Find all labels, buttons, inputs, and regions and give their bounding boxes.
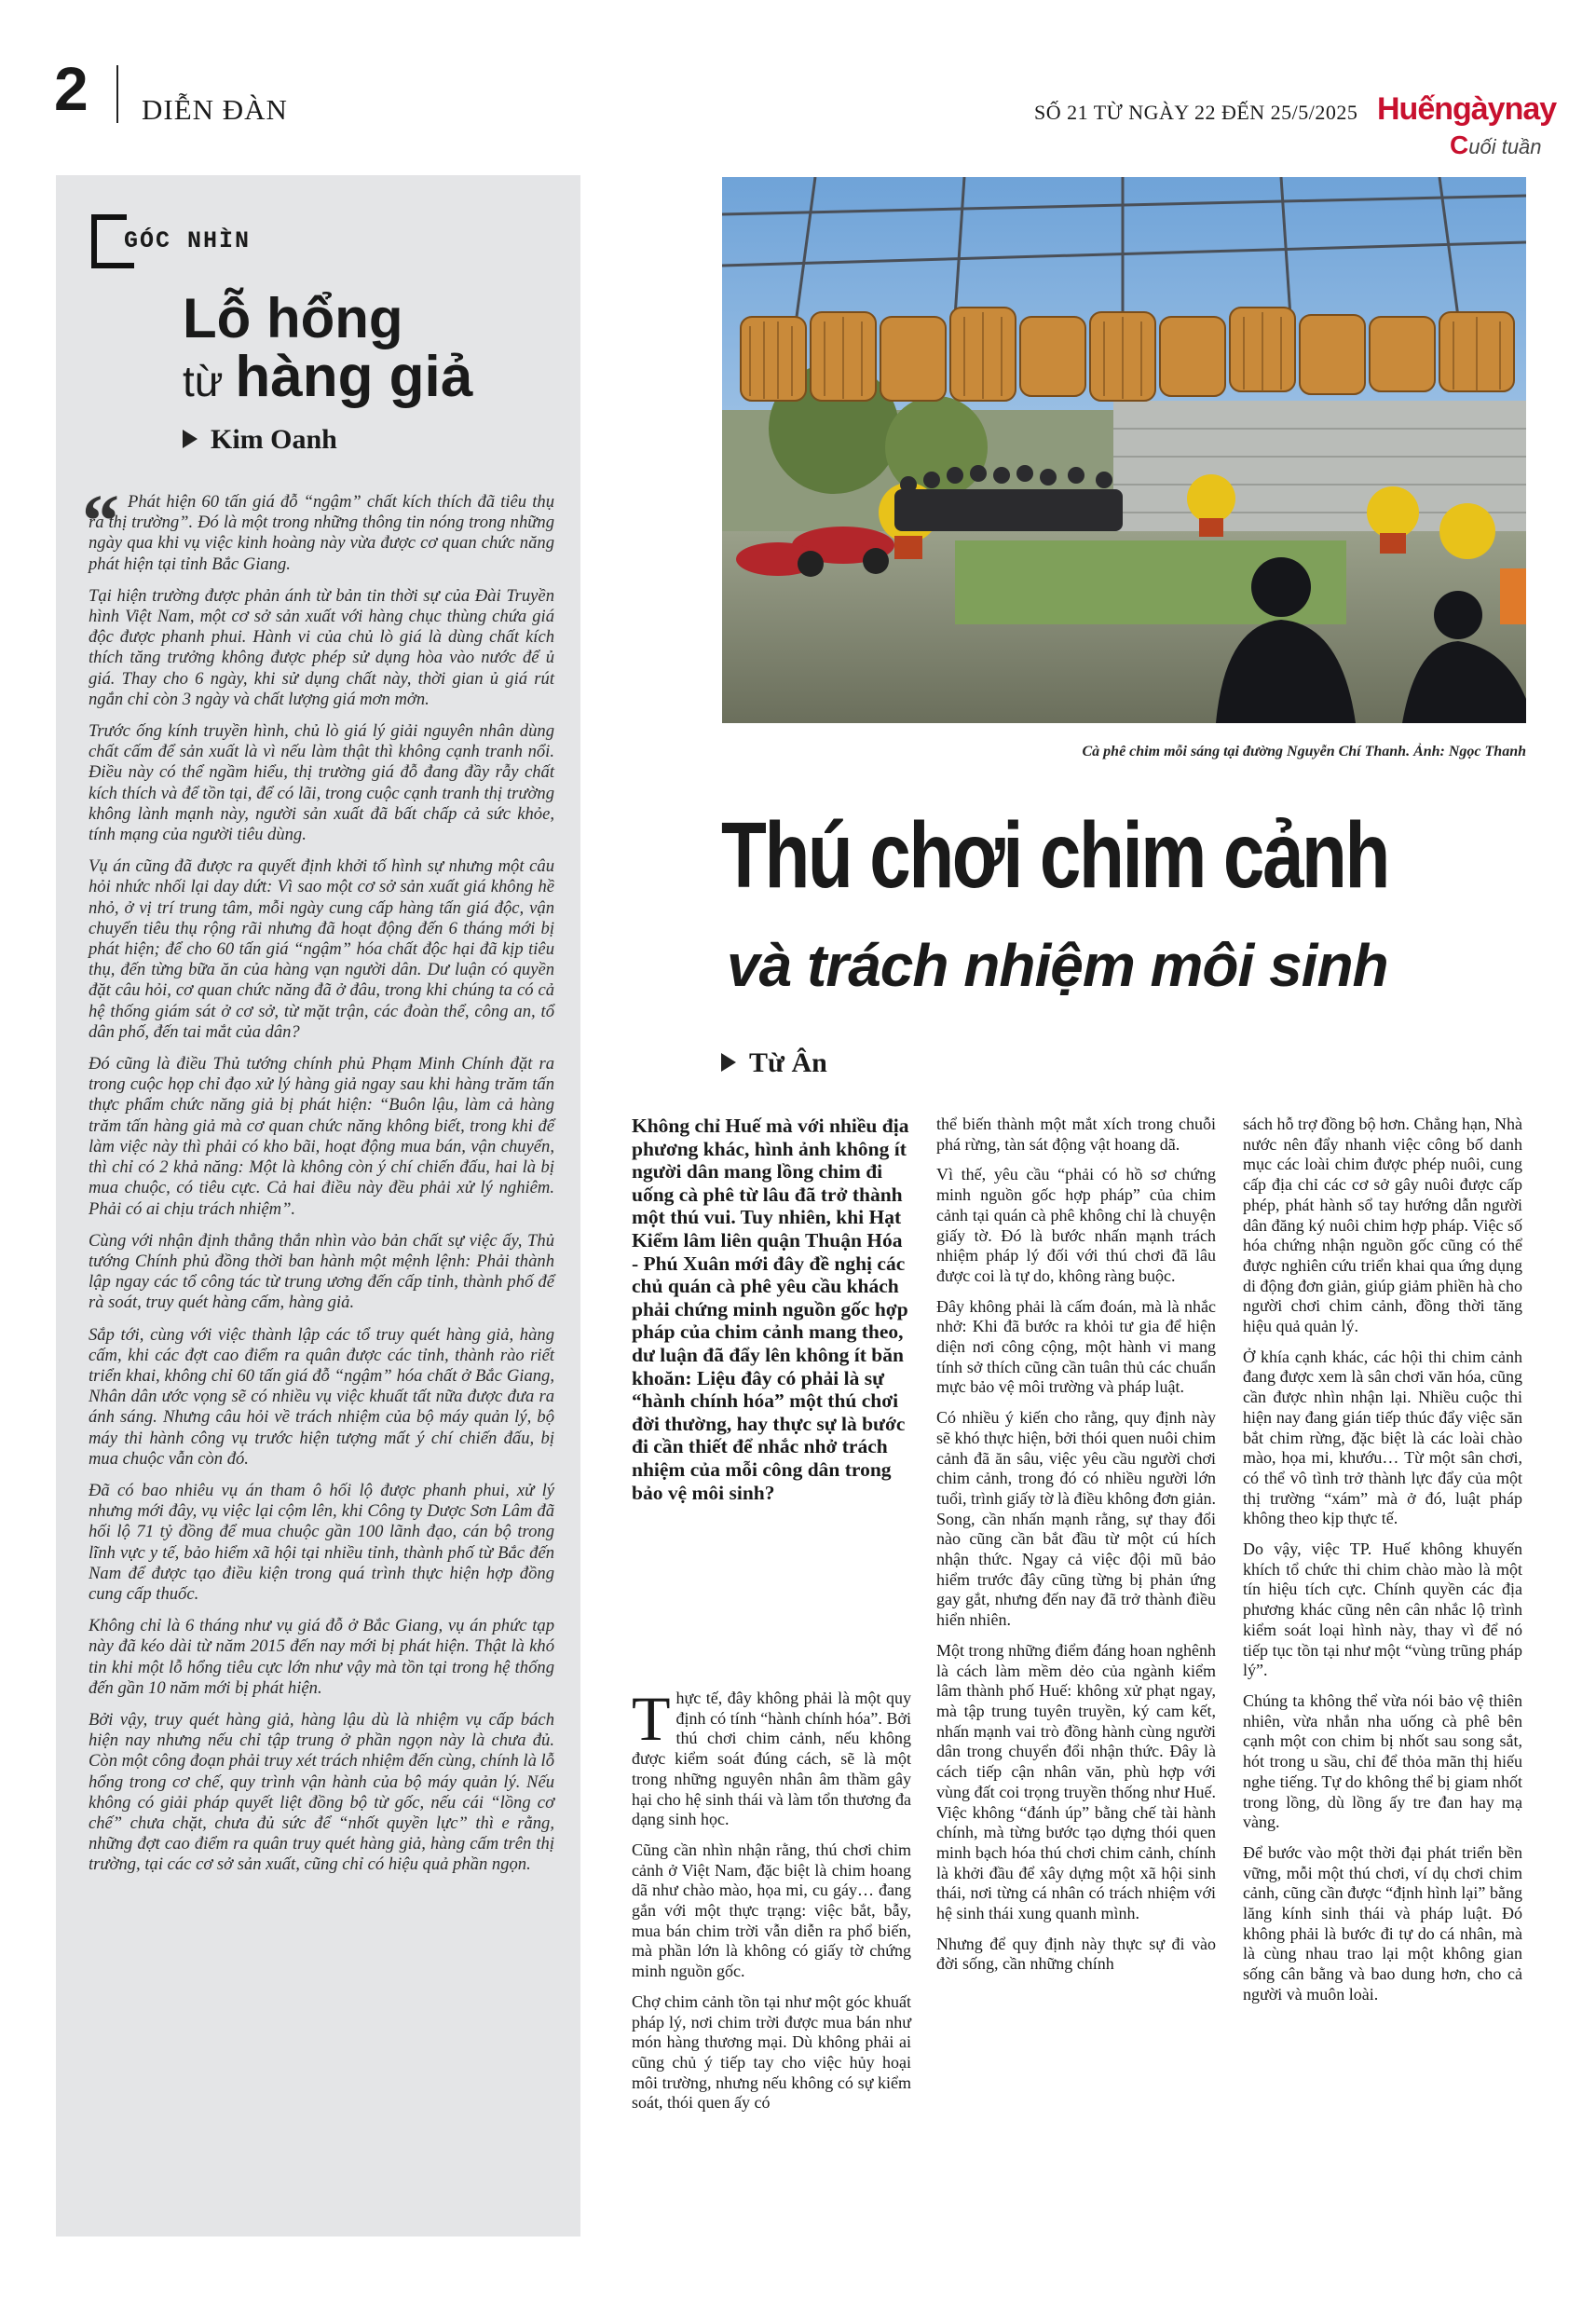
opinion-title-line1: Lỗ hổng [183,287,403,349]
brand-logo: Huếngàynay [1377,91,1557,127]
article-title: Thú chơi chim cảnh [721,803,1388,908]
opinion-paragraph: Tại hiện trường được phản ánh từ bản tin thời sự của Đài Truyền hình Việt Nam, một cơ sở sản xuất với hàng chục thùng chứa giá độc được phanh phui. Hành vi của chủ lò giá là dùng chất kích thích tăng trưởng không được phép sử dụng hòa vào nước để ủ giá. Thay cho 6 ngày, khi sử dụng chất này, thời gian ủ giá rút ngắn chỉ còn 3 ngày và chất lượng giá mơn mởn. [89,585,554,709]
article-subtitle: và trách nhiệm môi sinh [727,932,1388,999]
article-byline [721,1047,827,1079]
opinion-title-main: hàng giả [235,345,473,409]
opinion-paragraph: Không chỉ là 6 tháng như vụ giá đỗ ở Bắc Giang, vụ án phức tạp này đã kéo dài từ năm 2015 đến nay mới bị phát hiện. Thật là khó tin khi một lỗ hổng tiêu cực lớn như vậy mà tồn tại trong hệ thống đến gần 10 năm mới bị phát hiện. [89,1616,554,1698]
article-paragraph: Cũng cần nhìn nhận rằng, thú chơi chim cảnh ở Việt Nam, đặc biệt là chim hoang dã như chào mào, họa mi, cu gáy… đang gắn với một thực trạng: việc bắt, bẫy, mua bán chim trời vẫn diễn ra phổ biến, mà phần lớn là không có giấy tờ chứng minh nguồn gốc. [632,1840,911,1981]
article-author: Từ Ân [749,1047,827,1078]
opinion-paragraph: Sắp tới, cùng với việc thành lập các tổ truy quét hàng giả, hàng cấm, khi các đợt cao điểm ra quân được các tỉnh, thành rào riết triển khai, không chỉ 60 tấn giá đỗ “ngậm” hóa chất ở Bắc Giang, Nhân dân ước vọng sẽ có nhiều vụ việc khuất tất nữa được đưa ra ánh sáng. Nhưng câu hỏi về trách nhiệm của bộ máy quản lý, bộ máy thi hành công vụ trước hiện tượng mất ý chí chiến đấu, bị mua chuộc vẫn còn đó. [89,1324,554,1469]
opinion-title-line2 [183,345,473,409]
play-triangle-icon [721,1053,736,1072]
article-paragraph: Chúng ta không thể vừa nói bảo vệ thiên nhiên, vừa nhắn nha uống cà phê bên cạnh một con chim bị nhốt sau song sắt, hót trong u sầu, chỉ để thỏa mãn thị hiếu nghe tiếng. Tự do không thể bị giam nhốt trong lồng, dù lồng ấy tre đan hay mạ vàng. [1243,1690,1522,1832]
opinion-author: Kim Oanh [211,424,337,455]
opinion-body [89,492,554,1887]
article-paragraph [632,1683,911,1830]
opinion-tag: GÓC NHÌN [124,227,252,254]
section-title: DIỄN ĐÀN [142,93,288,126]
article-paragraph: thể biến thành một mắt xích trong chuỗi phá rừng, tàn sát động vật hoang dã. [936,1115,1216,1154]
opinion-paragraph: Cùng với nhận định thẳng thắn nhìn vào bản chất sự việc ấy, Thủ tướng Chính phủ đồng thời ban hành một mệnh lệnh: Phải thành lập ngay các tổ công tác từ trung ương đến cấp tỉnh, thành phố để rà soát, truy quét hàng cấm, hàng giả. [89,1230,554,1313]
article-column-1 [632,1683,911,2124]
opinion-byline [183,424,337,456]
bracket-icon [91,214,127,268]
article-paragraph: Nhưng để quy định này thực sự đi vào đời sống, cần những chính [936,1934,1216,1974]
drop-cap: T [632,1683,671,1754]
article-column-3 [1243,1115,1522,2016]
article-column-2 [936,1115,1216,1985]
article-paragraph: Để bước vào một thời đại phát triển bền vững, mỗi một thú chơi, ví dụ chơi chim cảnh, cũng cần được “định hình lại” bằng lăng kính sinh thái và pháp luật. Đó không phải là bước đi tự do cá nhân, mà là cùng nhau trao lại một không gian sống cân bằng và bao dung hơn, cho cả người và muôn loài. [1243,1842,1522,2004]
opinion-paragraph: Đó cũng là điều Thủ tướng chính phủ Phạm Minh Chính đặt ra trong cuộc họp chỉ đạo xử lý hàng giả ngay sau khi hàng trăm tấn thực phẩm chức năng giả bị phát hiện: “Buôn lậu, làm cả hàng trăm tấn hàng giả mà cơ quan chức năng không biết, trong khi để làm việc này thì phải có kho bãi, hoạt động mua bán, vận chuyển, thì chỉ có 2 khả năng: Một là không còn ý chí chiến đấu, hai là bị mua chuộc, có tiêu cực. Cả hai điều này đều phải xử lý nghiêm. Phải có ai chịu trách nhiệm”. [89,1054,554,1219]
opinion-title-from: từ [183,357,224,405]
brand-subtitle [1450,130,1542,160]
article-paragraph: Do vậy, việc TP. Huế không khuyến khích tổ chức thi chim chào mào là một tín hiệu tích cực. Chính quyền các địa phương khác cũng nên cân nhắc lộ trình kiểm soát loại hình này, thay vì để nó tiếp tục tồn tại như một “vùng trũng pháp lý”. [1243,1539,1522,1680]
article-paragraph: Có nhiều ý kiến cho rằng, quy định này sẽ khó thực hiện, bởi thói quen nuôi chim cảnh đã ăn sâu, việc yêu cầu người chơi chim cảnh, trong đó có nhiều người lớn tuổi, trình giấy tờ là điều không đơn giản. Song, cần nhấn mạnh rằng, sự thay đổi nào cũng cần bắt đầu từ một cú hích nhận thức. Ngay cả việc đội mũ bảo hiểm trước đây cũng từng bị phản ứng gay gắt, nhưng đến nay đã trở thành điều hiển nhiên. [936,1408,1216,1630]
article-lead: Không chỉ Huế mà với nhiều địa phương khác, hình ảnh không ít người dân mang lồng chim đi uống cà phê từ lâu đã trở thành một thú vui. Tuy nhiên, khi Hạt Kiểm lâm liên quận Thuận Hóa - Phú Xuân mới đây đề nghị các chủ quán cà phê yêu cầu khách phải chứng minh nguồn gốc hợp pháp của chim cảnh mang theo, dư luận đã đẩy lên không ít băn khoăn: Liệu đây có phải là sự “hành chính hóa” một thú chơi đời thường, hay thực sự là bước đi cần thiết để nhắc nhở trách nhiệm của mỗi công dân trong bảo vệ môi sinh? [632,1115,909,1504]
article-paragraph: sách hỗ trợ đồng bộ hơn. Chẳng hạn, Nhà nước nên đẩy nhanh việc công bố danh mục các loài chim được phép nuôi, cung cấp địa chỉ các cơ sở gây nuôi được cấp phép, phát hành sổ tay hướng dẫn người dân đăng ký nuôi chim hợp pháp. Việc số hóa chứng nhận nguồn gốc cũng có thể được nghiên cứu triển khai qua ứng dụng di động đơn giản, giúp giảm phiền hà cho người chơi chim cảnh, đồng thời tăng hiệu quả quản lý. [1243,1115,1522,1336]
page-number: 2 [54,54,89,123]
article-paragraph-text: hực tế, đây không phải là một quy định có tính “hành chính hóa”. Bởi thú chơi chim cảnh, nếu không được kiểm soát đúng cách, sẽ là một trong những nguyên nhân âm thầm gây hại cho hệ sinh thái và làm tổn thương đa dạng sinh học. [632,1689,911,1829]
opinion-paragraph: Vụ án cũng đã được ra quyết định khởi tố hình sự nhưng một câu hỏi nhức nhối lại day dứt: Vì sao một cơ sở sản xuất giá không hề nhỏ, ở vị trí trung tâm, mỗi ngày cung cấp hàng tấn giá độc, vận chuyển tiêu thụ rộng rãi nhưng đã hoạt động đến 6 tháng mới bị phát hiện; để cho 60 tấn giá “ngậm” hóa chất độc hại đã kịp tiêu thụ, đến từng bữa ăn của hàng vạn người dân. Dư luận có quyền đặt câu hỏi, cơ quan chức năng đã ở đâu, trong khi chúng ta có cả hệ thống giám sát ở cơ sở, từ mặt trận, các đoàn thể, công an, tổ dân phố, đến tai mắt của dân? [89,856,554,1042]
article-photo [722,177,1526,723]
opinion-paragraph: Trước ống kính truyền hình, chủ lò giá lý giải nguyên nhân dùng chất cấm để sản xuất là vì nếu làm thật thì không cạnh tranh nổi. Điều này có thể ngầm hiểu, thị trường giá đỗ đang đầy rẫy chất kích thích và để tồn tại, để có lãi, trong cuộc cạnh tranh thị trường không lành mạnh này, người sản xuất đã bất chấp cả sức khỏe, tính mạng của người tiêu dùng. [89,721,554,845]
article-paragraph: Vì thế, yêu cầu “phải có hồ sơ chứng minh nguồn gốc hợp pháp” của chim cảnh tại quán cà phê không chỉ là chuyện giấy tờ. Đó là bước nhấn mạnh trách nhiệm pháp lý đối với thú chơi đã lâu được coi là tự do, không ràng buộc. [936,1165,1216,1285]
photo-caption: Cà phê chim mỗi sáng tại đường Nguyễn Chí Thanh. Ảnh: Ngọc Thanh [1082,744,1526,759]
brand-sub-initial: C [1450,130,1469,159]
opinion-paragraph: Phát hiện 60 tấn giá đỗ “ngậm” chất kích thích đã tiêu thụ ra thị trường”. Đó là một trong những thông tin nóng trong những ngày qua khi vụ việc kinh hoàng này vừa được cơ quan chức năng phát hiện tại tỉnh Bắc Giang. [89,492,554,574]
quote-mark-icon: “ [82,481,119,563]
opinion-paragraph: Đã có bao nhiêu vụ án tham ô hối lộ được phanh phui, xử lý nhưng mới đây, vụ việc lại cộm lên, khi Công ty Dược Sơn Lâm đã hối lộ 71 tỷ đồng để mua chuộc gần 100 lãnh đạo, cán bộ trong lĩnh vực y tế, bảo hiểm xã hội tại nhiều tỉnh, thành phố từ Bắc đến Nam để được tạo điều kiện trong quá trình thực hiện hợp đồng cung cấp thuốc. [89,1480,554,1604]
brand-sub-text: uối tuần [1468,135,1542,158]
article-paragraph: Một trong những điểm đáng hoan nghênh là cách làm mềm dẻo của ngành kiểm lâm thành phố Huế: không xử phạt ngay, mà tập trung tuyên truyền, ký cam kết, nhấn mạnh vai trò đồng hành cùng người dân trong chuyển đổi nhận thức. Đây là cách tiếp cận nhân văn, phù hợp với vùng đất coi trọng truyền thống như Huế. Việc không “đánh úp” bằng chế tài hành chính, mà từng bước tạo dựng thói quen minh bạch hóa thú chơi chim cảnh, chính là khởi đầu để xây dựng một xã hội sinh thái, nơi từng cá nhân có trách nhiệm với hệ sinh thái xung quanh mình. [936,1640,1216,1923]
article-paragraph: Chợ chim cảnh tồn tại như một góc khuất pháp lý, nơi chim trời được mua bán như món hàng thương mại. Dù không phải ai cũng chủ ý tiếp tay cho việc hủy hoại môi trường, nhưng nếu không có sự kiểm soát, thói quen ấy có [632,1991,911,2113]
opinion-paragraph: Bởi vậy, truy quét hàng giả, hàng lậu dù là nhiệm vụ cấp bách hiện nay nhưng nếu chỉ tập trung ở phần ngọn này là chưa đủ. Còn một công đoạn phải truy xét trách nhiệm đến cùng, chính là lỗ hổng trong cơ chế, quy trình vận hành của bộ máy quản lý. Nếu không có giải pháp quyết liệt đồng bộ từ gốc, nếu cái “lồng cơ chế” chưa chặt, chưa đủ sức để “nhốt quyền lực” thì e rằng, những đợt cao điểm ra quân truy quét hàng giả, hàng cấm trên thị trường, tại các cơ sở sản xuất, cũng chỉ có hiệu quả phần ngọn. [89,1709,554,1875]
issue-info: SỐ 21 TỪ NGÀY 22 ĐẾN 25/5/2025 [1034,101,1358,124]
article-paragraph: Ở khía cạnh khác, các hội thi chim cảnh đang được xem là sân chơi văn hóa, cũng cần được nhìn nhận lại. Nhiều cuộc thi hiện nay đang gián tiếp thúc đẩy việc săn bắt chim rừng, đặc biệt là các loài chào mào, họa mi, khướu… Từ một sân chơi, có thể vô tình trở thành lực đẩy của một thị trường “xám” mà ở đó, luật pháp không theo kịp thực tế. [1243,1347,1522,1528]
article-paragraph: Đây không phải là cấm đoán, mà là nhắc nhở: Khi đã bước ra khỏi tư gia để hiện diện nơi công cộng, một hành vi mang tính sở thích cũng cần tuân thủ các chuẩn mực bảo vệ môi trường và pháp luật. [936,1296,1216,1397]
play-triangle-icon [183,430,198,448]
header-divider [116,65,118,123]
